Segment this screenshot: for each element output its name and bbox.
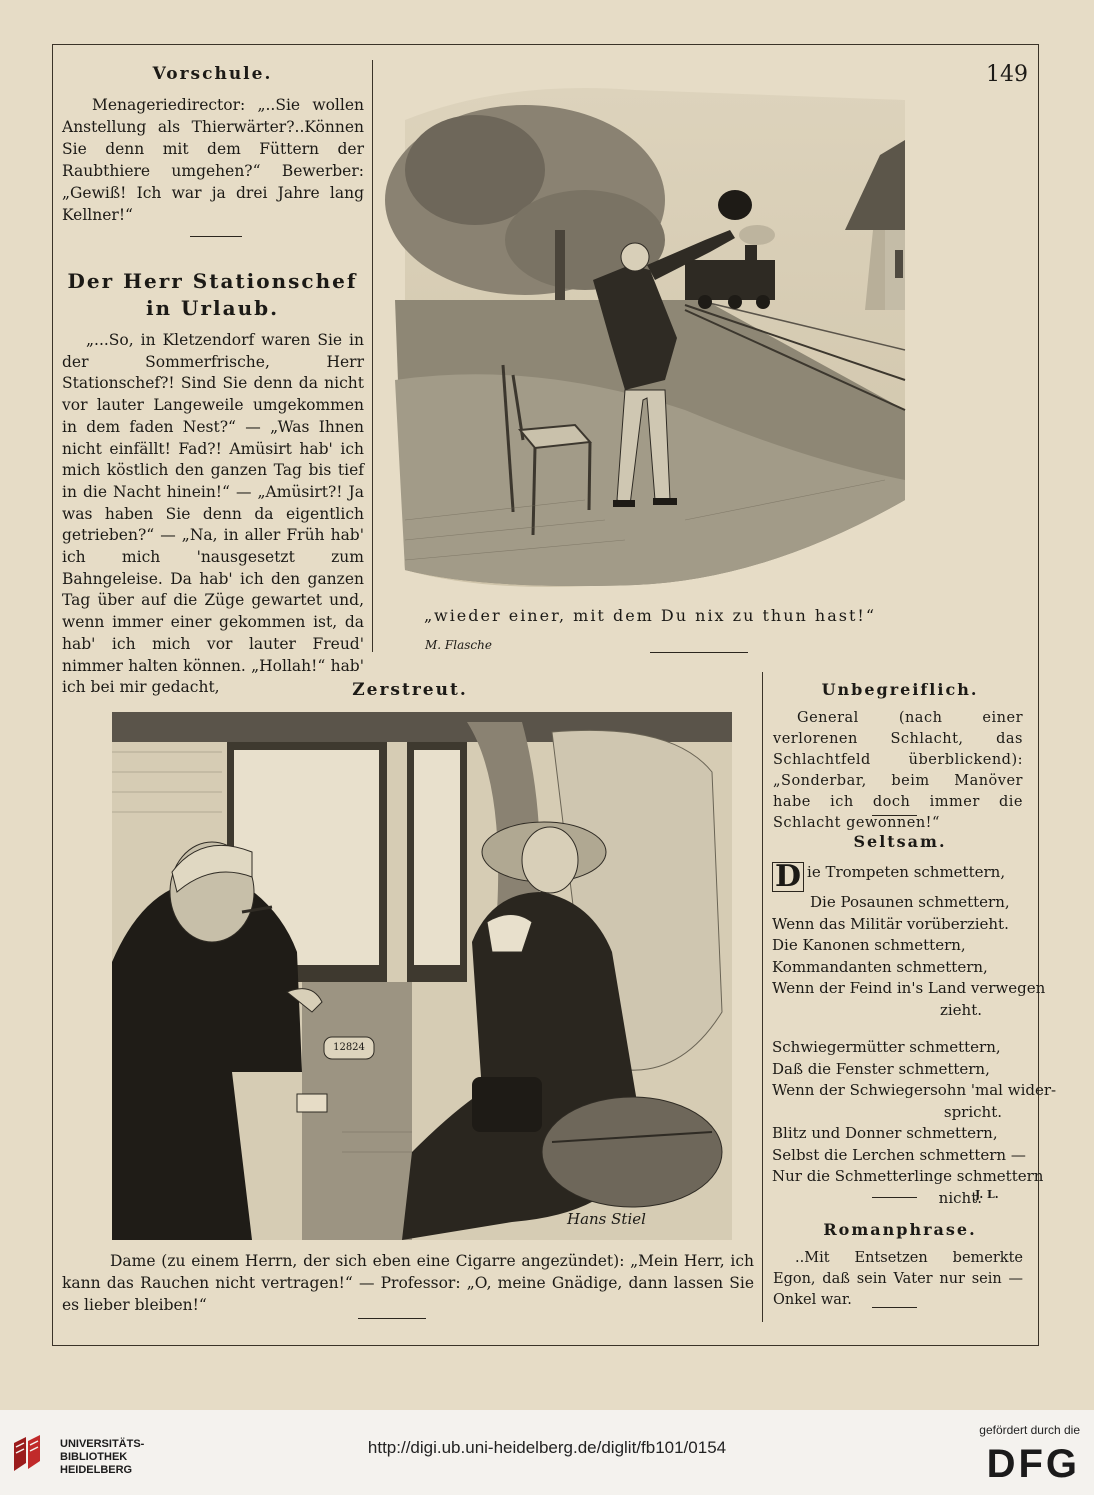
- page-number: 149: [986, 62, 1028, 87]
- poem-line: Nur die Schmetterlinge schmettern: [772, 1167, 1044, 1185]
- seltsam-title: Seltsam.: [853, 832, 947, 851]
- library-name-line: UNIVERSITÄTS-: [60, 1438, 145, 1450]
- column-divider-right: [762, 672, 763, 1322]
- station-drawing: [385, 80, 905, 598]
- digitization-footer: [0, 1410, 1094, 1495]
- poem-line: spricht.: [943, 1102, 1002, 1121]
- seltsam-poem: [772, 859, 1057, 1209]
- dfg-logo: DFG: [986, 1442, 1080, 1486]
- seltsam-signature: J. L.: [975, 1188, 999, 1201]
- zerstreut-text: Dame (zu einem Herrn, der sich eben eine Cigarre angezündet): „Mein Herr, ich kann das Rauchen nicht vertragen!“ — Professor: „O, meine Gnädige, dann lassen Sie es lieber bleiben!“: [62, 1252, 754, 1314]
- funding-note: gefördert durch die: [979, 1423, 1080, 1437]
- poem-line: zieht.: [939, 1000, 982, 1019]
- source-url-link[interactable]: http://digi.ub.uni-heidelberg.de/diglit/fb101/0154: [367, 1438, 727, 1457]
- vorschule-text: Menageriedirector: „..Sie wollen Anstellung als Thierwärter?..Können Sie denn mit dem Füttern der Raubthiere umgehen?“ Bewerber: „Gewiß! Ich war ja drei Jahre lang Kellner!“: [62, 96, 364, 224]
- train-compartment-illustration: [112, 712, 732, 1240]
- poem-line: Daß die Fenster schmettern,: [772, 1059, 990, 1078]
- poem-line: Schwiegermütter schmettern,: [772, 1038, 1001, 1056]
- separator: [872, 815, 917, 816]
- library-name-line: BIBLIOTHEK: [60, 1451, 128, 1463]
- separator: [872, 1307, 917, 1308]
- separator: [650, 652, 748, 653]
- library-name-line: HEIDELBERG: [60, 1464, 133, 1476]
- column-divider: [372, 60, 373, 652]
- separator: [358, 1318, 426, 1319]
- poem-line: Wenn der Schwiegersohn 'mal wider-: [772, 1081, 1057, 1099]
- artist-signature-flasche: M. Flasche: [425, 638, 492, 652]
- poem-line: Selbst die Lerchen schmettern —: [772, 1145, 1026, 1164]
- station-caption: „wieder einer, mit dem Du nix zu thun hast!“: [423, 606, 877, 625]
- poem-line: Wenn der Feind in's Land verwegen: [772, 979, 1046, 997]
- poem-line: Blitz und Donner schmettern,: [772, 1124, 998, 1142]
- compartment-drawing: [112, 712, 732, 1240]
- poem-line: Die Posaunen schmettern,: [810, 893, 1010, 911]
- romanphrase-text: ..Mit Entsetzen bemerkte Egon, daß sein Vater nur sein — Onkel war.: [773, 1250, 1023, 1308]
- poem-line: ie Trompeten schmettern,: [807, 863, 1006, 881]
- unbegreiflich-title: Unbegreiflich.: [821, 680, 979, 699]
- unbegreiflich-text: General (nach einer verlorenen Schlacht, das Schlachtfeld überblickend): „Sonderbar, beim Manöver habe ich doch immer die Schlacht gewonnen!“: [773, 710, 1023, 831]
- poem-line: Die Kanonen schmettern,: [772, 936, 966, 954]
- door-number-plate: 12824: [333, 1042, 365, 1053]
- stationschef-text: „...So, in Kletzendorf waren Sie in der Sommerfrische, Herr Stationschef?! Sind Sie denn da nicht vor lauter Langeweile umgekommen in dem faden Nest?“ — „Was Ihnen nicht einfällt! Fad?! Amüsirt hab' ich mich köstlich den ganzen Tag bis tief in die Nacht hinein!“ — „Amüsirt?! Ja was haben Sie denn da eigentlich getrieben?“ — „Na, in aller Früh hab' ich mich 'nausgesetzt zum Bahngeleise. Da hab' ich den ganzen Tag über auf die Züge gewartet und, wenn immer einer gekommen ist, da hab' ich mich vor lauter Freud' nimmer halten können. „Hollah!“ hab' ich bei mir gedacht,: [62, 331, 364, 697]
- poem-line: Kommandanten schmettern,: [772, 957, 988, 976]
- romanphrase-title: Romanphrase.: [823, 1220, 977, 1239]
- stationschef-title: Der Herr Stationschef in Urlaub.: [67, 269, 358, 320]
- poem-line: Wenn das Militär vorüberzieht.: [772, 914, 1009, 933]
- artist-signature-stiel: Hans Stiel: [567, 1210, 646, 1228]
- zerstreut-title: Zerstreut.: [352, 680, 468, 700]
- vorschule-title: Vorschule.: [152, 64, 273, 84]
- separator: [190, 236, 242, 237]
- separator: [872, 1197, 917, 1198]
- poem-line: nicht.: [938, 1188, 982, 1207]
- dropcap: D: [772, 862, 804, 892]
